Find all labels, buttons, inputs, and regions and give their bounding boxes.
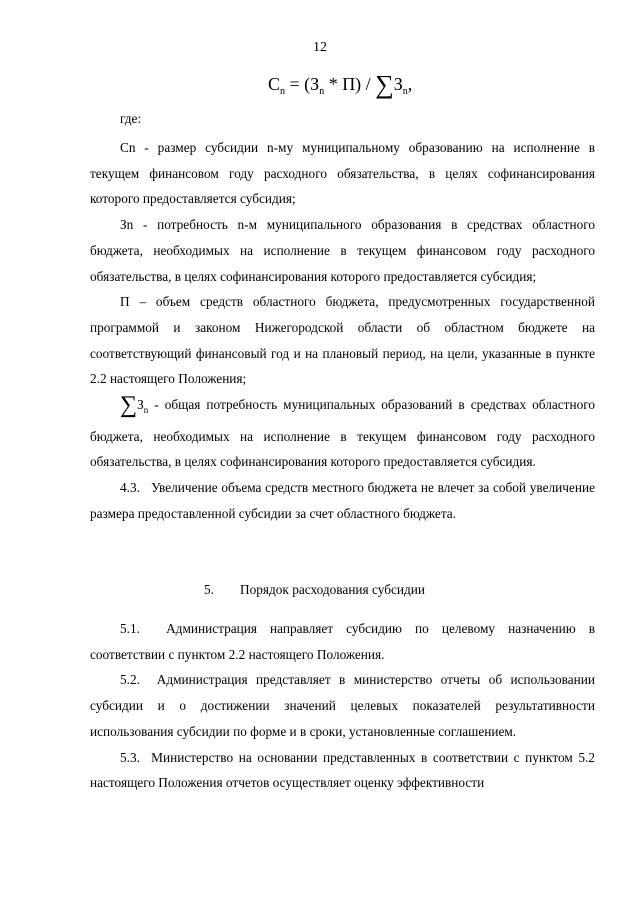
formula-z2: З [393,74,403,94]
definitions-block [90,135,595,527]
section-title: Порядок расходования субсидии [240,582,425,597]
section-number: 5. [204,582,214,597]
page-number: 12 [313,40,327,55]
formula-z-sub: n [319,86,325,97]
subsidy-formula [268,72,412,98]
formula-mid: * П) / [324,74,376,94]
sum-z-sub: n [143,405,149,416]
formula-eq-open: = (З [285,74,320,94]
formula-z2-sub: n [402,86,408,97]
definition-p: П – объем средств областного бюджета, предусмотренных государственной программой и законом Нижегородской области об областном бюджете на соответствующий финансовый год и на плановый период, на цели, указанные в пункте 2.2 настоящего Положения; [90,294,595,387]
formula-lhs-sub: n [280,86,286,97]
formula-lhs: C [268,74,281,94]
clause-5-1: 5.1. Администрация направляет субсидию по целевому назначению в соответствии с пунктом 2.2 настоящего Положения. [90,621,595,662]
clause-5-2: 5.2. Администрация представляет в министерство отчеты об использовании субсидии и о достижении значений целевых показателей результативности использования субсидии по форме и в сроки, установленные соглашением. [90,672,595,739]
sum-z: З [137,397,144,413]
section-5-body [90,616,595,796]
section-5-heading [204,582,425,598]
sigma-symbol: ∑ [375,70,394,99]
clause-4-3: 4.3. Увеличение объема средств местного бюджета не влечет за собой увеличение размера предоставленной субсидии за счет областного бюджета. [90,480,595,521]
definition-sum-zn [90,392,595,475]
definition-cn: Cn - размер субсидии n-му муниципальному образованию на исполнение в текущем финансовом году расходного обязательства, в целях софинансирования которого предоставляется субсидия; [90,140,595,207]
clause-5-3: 5.3. Министерство на основании представленных в соответствии с пунктом 5.2 настоящего Положения отчетов осуществляет оценку эффективности [90,749,595,791]
sigma-symbol: ∑ [120,392,138,419]
where-label: где: [120,111,142,126]
formula-tail: , [407,74,413,94]
definition-zn: Зn - потребность n-м муниципального образования в средствах областного бюджета, необходимых на исполнение в текущем финансовом году расходного обязательства, в целях софинансирования которого предоставляется субсидия; [90,217,595,284]
definition-sum-text: - общая потребность муниципальных образований в средствах областного бюджета, необходимых на исполнение в текущем финансовом году расходного обязательства, в целях софинансирования которого предоставляется субсидия. [90,397,595,470]
